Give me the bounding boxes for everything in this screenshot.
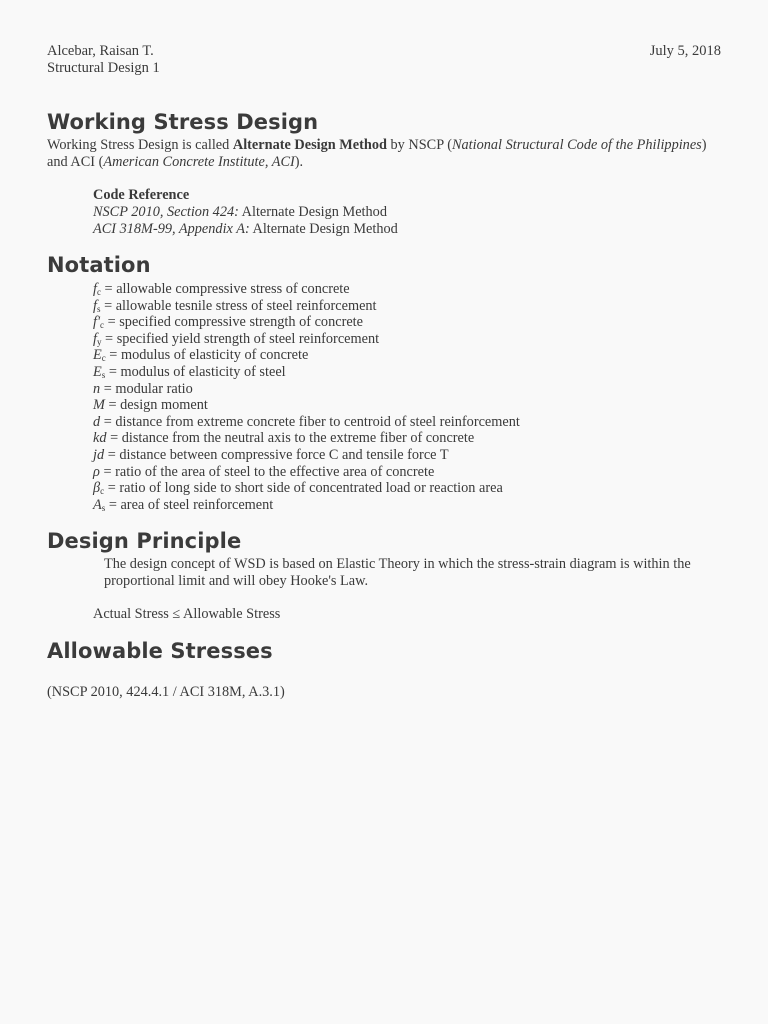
notation-item	[93, 497, 713, 514]
intro-text: Working Stress Design is called	[47, 137, 233, 153]
reference-label: NSCP 2010, Section 424:	[93, 204, 239, 220]
notation-definition: = distance from the neutral axis to the extreme fiber of concrete	[106, 430, 475, 447]
notation-definition: = ratio of long side to short side of concentrated load or reaction area	[104, 480, 503, 497]
notation-definition: = distance from extreme concrete fiber to centroid of steel reinforcement	[100, 413, 520, 430]
notation-symbol: β	[93, 480, 101, 497]
notation-subscript: y	[96, 336, 102, 347]
notation-item	[93, 397, 713, 414]
notation-definition: = allowable compressive stress of concrete	[100, 281, 350, 297]
notation-symbol: d	[93, 413, 101, 430]
notation-definition: = specified compressive strength of concrete	[104, 314, 363, 331]
intro-aci-name: American Concrete Institute, ACI	[103, 154, 295, 170]
notation-symbol: f	[93, 281, 97, 297]
intro-bold-term: Alternate Design Method	[232, 137, 387, 153]
reference-text: Alternate Design Method	[238, 204, 387, 220]
notation-item	[93, 480, 713, 497]
section-title-notation: Notation	[47, 253, 151, 277]
notation-symbol: E	[93, 363, 102, 380]
intro-text: ) and ACI (	[47, 137, 707, 170]
wsd-intro-paragraph	[47, 137, 727, 171]
author-name: Alcebar, Raisan T.	[47, 43, 154, 59]
notation-item	[93, 331, 713, 348]
notation-subscript: c	[101, 353, 106, 364]
notation-subscript: s	[96, 303, 101, 314]
notation-item	[93, 347, 713, 364]
design-principle-paragraph: The design concept of WSD is based on Elastic Theory in which the stress-strain diagram is within the proportional limit and will obey Hooke's Law.	[104, 556, 691, 589]
author-block	[47, 43, 160, 77]
notation-definition: = specified yield strength of steel reinforcement	[101, 330, 380, 347]
notation-item	[93, 464, 713, 481]
notation-item	[93, 447, 713, 464]
notation-subscript: c	[96, 287, 101, 297]
notation-definition: = modulus of elasticity of concrete	[105, 347, 309, 364]
notation-definition: = modulus of elasticity of steel	[105, 363, 286, 380]
notation-definition: = design moment	[104, 397, 208, 414]
notation-item	[93, 364, 713, 381]
course-name: Structural Design 1	[47, 60, 160, 76]
notation-symbol: A	[93, 496, 102, 513]
notation-symbol: kd	[93, 430, 107, 447]
notation-symbol: ρ	[93, 463, 100, 480]
notation-symbol: jd	[93, 446, 105, 463]
code-reference-item	[93, 204, 693, 221]
stress-relation: Actual Stress ≤ Allowable Stress	[93, 606, 281, 622]
notation-symbol: M	[93, 397, 105, 414]
notation-item	[93, 430, 713, 447]
notation-definition: = modular ratio	[100, 380, 193, 397]
allowable-stresses-reference: (NSCP 2010, 424.4.1 / ACI 318M, A.3.1)	[47, 684, 285, 700]
notation-definition: = distance between compressive force C and tensile force T	[104, 446, 449, 463]
notation-item	[93, 381, 713, 398]
notation-symbol: f	[93, 297, 97, 314]
notation-item	[93, 281, 713, 298]
document-date: July 5, 2018	[649, 43, 721, 59]
notation-definition: = ratio of the area of steel to the effective area of concrete	[99, 463, 435, 480]
code-reference-item	[93, 221, 693, 238]
section-title-allowable-stresses: Allowable Stresses	[47, 639, 273, 663]
notation-definition: = area of steel reinforcement	[105, 496, 274, 513]
intro-text: ).	[294, 154, 304, 170]
intro-text: by NSCP (	[386, 137, 452, 153]
notation-item	[93, 314, 713, 331]
section-title-wsd: Working Stress Design	[47, 110, 319, 134]
reference-text: Alternate Design Method	[249, 221, 398, 237]
notation-subscript: s	[101, 502, 106, 513]
notation-symbol: n	[93, 380, 101, 397]
code-reference-title: Code Reference	[93, 187, 190, 203]
notation-subscript: s	[101, 369, 106, 380]
notation-subscript: c	[100, 320, 105, 331]
notation-symbol: E	[93, 347, 102, 364]
notation-subscript: c	[100, 486, 105, 497]
notation-item	[93, 298, 713, 315]
notation-item	[93, 414, 713, 431]
notation-symbol: f	[93, 330, 97, 347]
intro-nscp-name: National Structural Code of the Philippines	[451, 137, 702, 153]
notation-list	[93, 281, 713, 513]
section-title-design-principle: Design Principle	[47, 529, 242, 553]
notation-definition: = allowable tesnile stress of steel reinforcement	[100, 297, 377, 314]
reference-label: ACI 318M-99, Appendix A:	[93, 221, 250, 237]
code-reference-block	[93, 187, 693, 238]
notation-symbol: f'	[93, 314, 101, 331]
